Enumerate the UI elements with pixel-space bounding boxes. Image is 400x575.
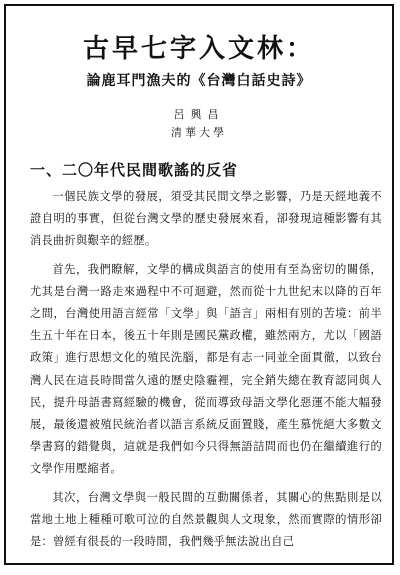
section-heading: 一、二〇年代民間歌謠的反省	[30, 161, 239, 179]
paragraph: 首先，我們瞭解，文學的構成與語言的使用有至為密切的關係，尤其是台灣一路走來過程中不可迴避，然而從十九世紀末以降的百年之間，台灣使用語言經常「文學」與「語言」兩相有別的苦境：前半生五十年在日本，後五十年則是國民黨政權，雖然兩方，尤以「國語政策」進行思想文化的殖民洗腦，都是有志一同並全面貫徹，以致台灣人民在這長時間當久遠的歷史陰霾裡，完全銷失總在教育認同與人民，提升母語書寫經驗的機會，從而導致母語文學化惡運不能大幅發展，最後還被殖民統治者以語言系統反面置賤，產生慕恍絕大多數文學書寫的錯覺與，這就是我們如今只得無語詰問而也仍在繼續進行的文學作用壓縮者。	[30, 262, 382, 476]
paragraph: 一個民族文學的發展，須受其民間文學之影響，乃是天經地義不證自明的事實，但從台灣文學的歷史發展來看，卻發現這種影響有其消長曲折與艱辛的經歷。	[30, 190, 382, 248]
author-affiliation: 清華大學	[171, 126, 227, 139]
document-page	[4, 4, 394, 565]
document-title: 古早七字入文林：	[82, 34, 315, 64]
body-text	[30, 186, 382, 559]
author-name: 呂興昌	[173, 108, 225, 121]
document-subtitle: 論鹿耳門漁夫的《台灣白話史詩》	[86, 73, 312, 89]
paragraph: 其次，台灣文學與一般民間的互動關係者，其關心的焦點則是以當地土地上種種可歌可泣的自然景觀與人文現象，然而實際的情形卻是：曾經有很長的一段時間，我們幾乎無法說出自己	[30, 490, 382, 549]
